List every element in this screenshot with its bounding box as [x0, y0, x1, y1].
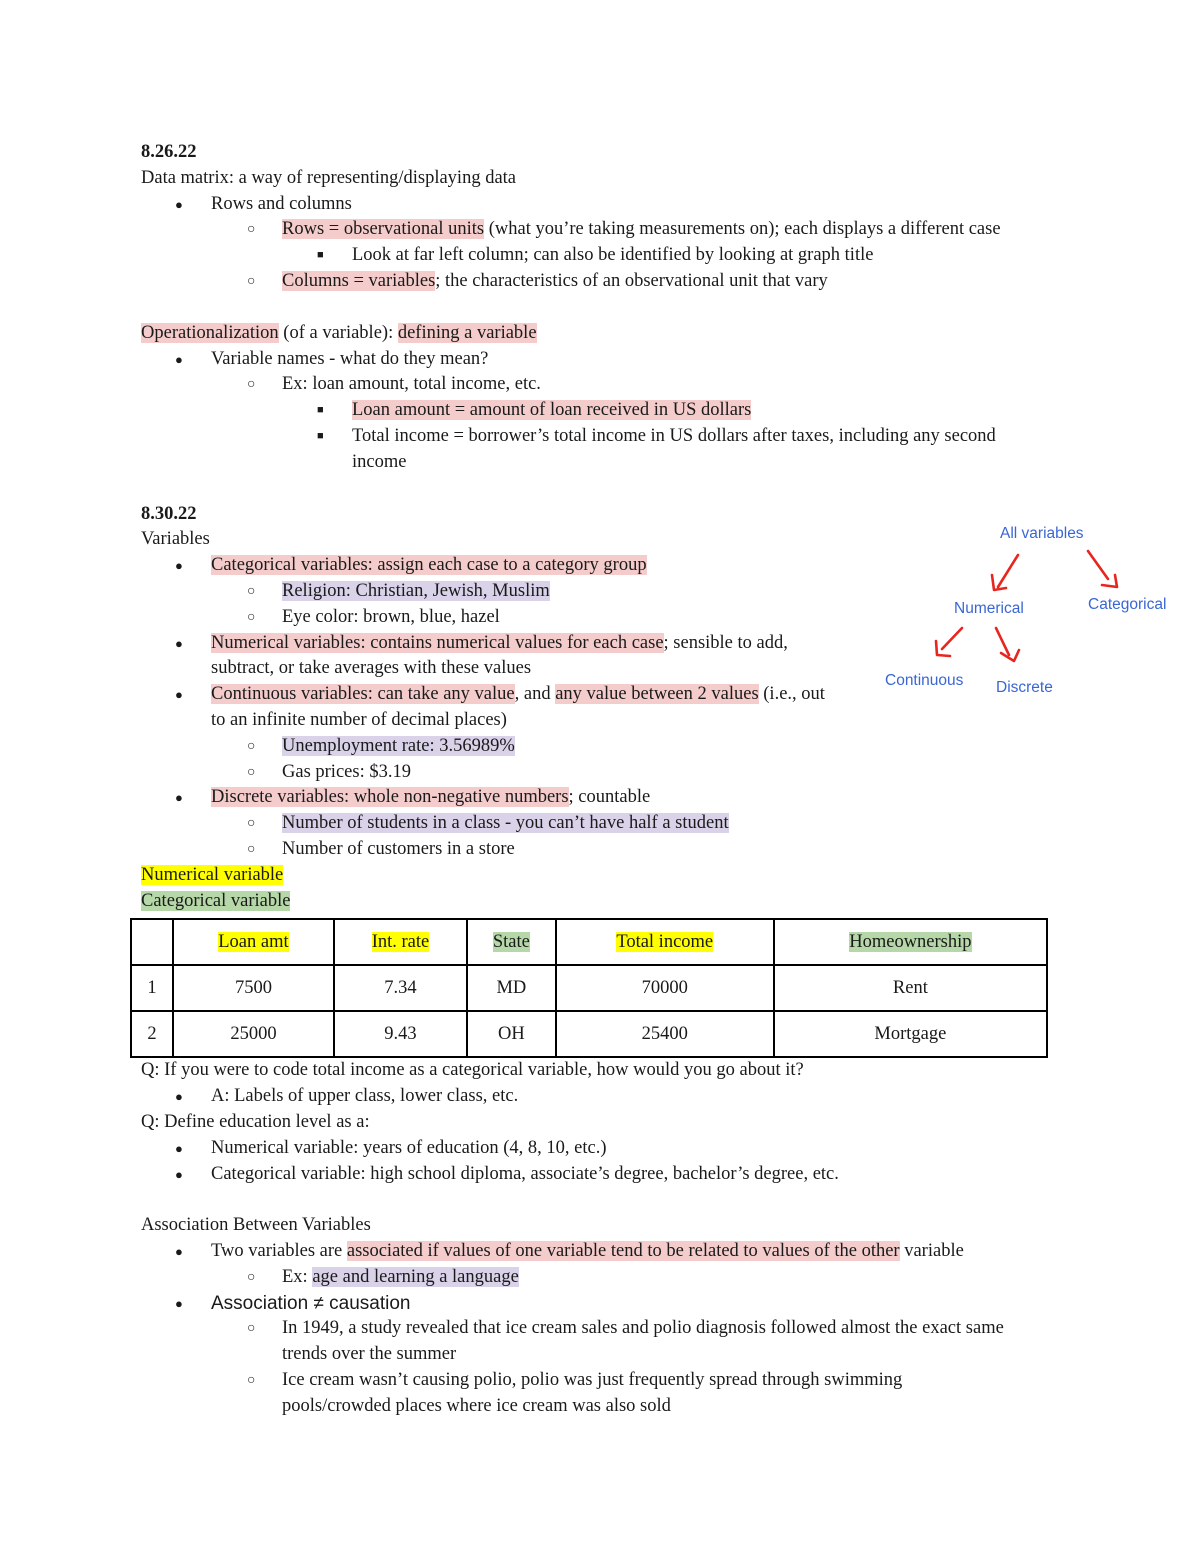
list-item: ● Categorical variable: high school diploma, associate’s degree, bachelor’s degree, etc. — [141, 1162, 1061, 1188]
arrow-to-numerical-icon — [992, 555, 1018, 590]
highlight-purple: age and learning a language — [312, 1266, 519, 1287]
highlight-pink: Discrete variables: whole non-negative numbers — [211, 787, 569, 808]
date-heading-2: 8.30.22 — [141, 503, 197, 524]
highlight-yellow: Numerical variable — [141, 864, 284, 885]
diagram-node-numerical: Numerical — [954, 600, 1024, 617]
diagram-node-discrete: Discrete — [996, 679, 1053, 696]
list-item: ○ Gas prices: $3.19 — [141, 760, 1061, 786]
bullet-dot-icon: ● — [175, 196, 183, 212]
list-item-continuation: to an infinite number of decimal places) — [211, 709, 507, 730]
list-item: ○ In 1949, a study revealed that ice cream sales and polio diagnosis followed almost the exact same — [141, 1316, 1061, 1342]
list-item: ● Two variables are associated if values of one variable tend to be related to values of the other variable — [141, 1239, 1061, 1265]
list-item: ● Association ≠ causation — [141, 1291, 1061, 1317]
notes-document — [141, 140, 1061, 1420]
legend-categorical — [141, 889, 1061, 915]
bullet-circle-icon: ○ — [247, 222, 256, 238]
table-header-cell: Loan amt — [173, 919, 334, 965]
bullet-dot-icon: ● — [175, 635, 183, 651]
table-header-cell: State — [467, 919, 556, 965]
list-item-continuation: subtract, or take averages with these values — [211, 658, 532, 679]
list-item-continuation: income — [352, 451, 407, 472]
bullet-dot-icon: ● — [175, 687, 183, 703]
highlight-pink: Rows = observational units — [282, 219, 485, 240]
table-cell: 25400 — [556, 1011, 774, 1057]
bullet-circle-icon: ○ — [247, 1321, 256, 1337]
table-cell: Mortgage — [774, 1011, 1047, 1057]
list-item: ○ Number of customers in a store — [141, 837, 1061, 863]
bullet-dot-icon: ● — [175, 1244, 183, 1260]
bullet-circle-icon: ○ — [247, 273, 256, 289]
table-header-cell: Int. rate — [334, 919, 467, 965]
bullet-dot-icon: ● — [175, 790, 183, 806]
list-item: ● A: Labels of upper class, lower class, etc. — [141, 1084, 1061, 1110]
table-header-row — [131, 919, 1047, 965]
variable-types-diagram — [880, 515, 1190, 715]
arrow-to-continuous-icon — [936, 628, 962, 656]
diagram-node-categorical: Categorical — [1088, 596, 1167, 613]
list-item: ■ Look at far left column; can also be identified by looking at graph title — [141, 243, 1061, 269]
table-cell: 2 — [131, 1011, 173, 1057]
table-cell: OH — [467, 1011, 556, 1057]
list-item: ● Variable names - what do they mean? — [141, 347, 1061, 373]
list-item: ○ Eye color: brown, blue, hazel — [141, 605, 1061, 631]
table-cell: 1 — [131, 965, 173, 1011]
list-item-continuation: pools/crowded places where ice cream was also sold — [282, 1395, 671, 1416]
bullet-circle-icon: ○ — [247, 764, 256, 780]
highlight-pink: Columns = variables — [282, 270, 436, 291]
highlight-purple: Unemployment rate: 3.56989% — [282, 735, 515, 756]
operationalization-line: Operationalization (of a variable): defining a variable — [141, 322, 537, 343]
list-item — [141, 398, 1061, 424]
bullet-dot-icon: ● — [175, 558, 183, 574]
list-item: ○ Ex: age and learning a language — [141, 1265, 1061, 1291]
list-item: ● Continuous variables: can take any value, and any value between 2 values (i.e., out — [141, 682, 1061, 708]
bullet-square-icon: ■ — [317, 249, 324, 262]
bullet-square-icon: ■ — [317, 429, 324, 442]
highlight-pink: defining a variable — [397, 322, 537, 343]
bullet-circle-icon: ○ — [247, 841, 256, 857]
list-item — [141, 734, 1061, 760]
highlight-pink: Categorical variables: assign each case to a category group — [211, 555, 647, 576]
highlight-purple: Number of students in a class - you can’t have half a student — [282, 813, 729, 834]
bullet-square-icon: ■ — [317, 404, 324, 417]
bullet-circle-icon: ○ — [247, 377, 256, 393]
table-row — [131, 965, 1047, 1011]
highlight-pink: Loan amount = amount of loan received in US dollars — [352, 400, 752, 421]
table-cell: 25000 — [173, 1011, 334, 1057]
table-header-cell — [131, 919, 173, 965]
highlight-pink: Operationalization — [141, 322, 279, 343]
list-item: ■ Total income = borrower’s total income in US dollars after taxes, including any second — [141, 424, 1061, 450]
table-row — [131, 1011, 1047, 1057]
highlight-pink: Continuous variables: can take any value — [211, 684, 515, 705]
highlight-pink: associated if values of one variable tend to be related to values of the other — [346, 1241, 900, 1262]
diagram-node-all-variables: All variables — [1000, 525, 1084, 542]
bullet-circle-icon: ○ — [247, 609, 256, 625]
table-header-cell: Total income — [556, 919, 774, 965]
list-item: ○ Ice cream wasn’t causing polio, polio was just frequently spread through swimming — [141, 1368, 1061, 1394]
table-cell: MD — [467, 965, 556, 1011]
bullet-circle-icon: ○ — [247, 738, 256, 754]
bullet-dot-icon: ● — [175, 1166, 183, 1182]
question-1: Q: If you were to code total income as a categorical variable, how would you go about it? — [141, 1060, 804, 1081]
date-heading-1: 8.26.22 — [141, 142, 197, 162]
bullet-circle-icon: ○ — [247, 583, 256, 599]
highlight-pink: Numerical variables: contains numerical values for each case — [211, 632, 664, 653]
list-item: ● Numerical variable: years of education (4, 8, 10, etc.) — [141, 1136, 1061, 1162]
variables-title: Variables — [141, 529, 210, 550]
bullet-circle-icon: ○ — [247, 1269, 256, 1285]
arrow-to-discrete-icon — [996, 628, 1019, 661]
table-cell: 9.43 — [334, 1011, 467, 1057]
highlight-pink: any value between 2 values — [555, 684, 759, 705]
bullet-dot-icon: ● — [175, 1295, 183, 1311]
bullet-dot-icon: ● — [175, 1089, 183, 1105]
list-item: ○ Rows = observational units (what you’re taking measurements on); each displays a different case — [141, 217, 1061, 243]
list-item: ● Numerical variables: contains numerical values for each case; sensible to add, — [141, 631, 1061, 657]
list-item: ● Discrete variables: whole non-negative numbers; countable — [141, 785, 1061, 811]
list-item — [141, 811, 1061, 837]
list-item: ○ Ex: loan amount, total income, etc. — [141, 372, 1061, 398]
highlight-purple: Religion: Christian, Jewish, Muslim — [282, 580, 550, 601]
table-cell: 70000 — [556, 965, 774, 1011]
list-item-continuation: trends over the summer — [282, 1344, 457, 1365]
bullet-dot-icon: ● — [175, 351, 183, 367]
association-title: Association Between Variables — [141, 1215, 371, 1236]
question-2: Q: Define education level as a: — [141, 1111, 370, 1132]
data-matrix-table — [130, 918, 1048, 1058]
data-matrix-definition: Data matrix: a way of representing/displaying data — [141, 167, 517, 188]
bullet-circle-icon: ○ — [247, 816, 256, 832]
list-item: ○ Columns = variables; the characteristics of an observational unit that vary — [141, 269, 1061, 295]
table-cell: 7.34 — [334, 965, 467, 1011]
diagram-node-continuous: Continuous — [885, 672, 964, 689]
bullet-dot-icon: ● — [175, 1140, 183, 1156]
arrow-to-categorical-icon — [1088, 551, 1117, 587]
table-cell: Rent — [774, 965, 1047, 1011]
table-header-cell: Homeownership — [774, 919, 1047, 965]
bullet-circle-icon: ○ — [247, 1373, 256, 1389]
highlight-green: Categorical variable — [141, 890, 291, 911]
list-item: ● Rows and columns — [141, 192, 1061, 218]
legend-numerical — [141, 863, 1061, 889]
table-cell: 7500 — [173, 965, 334, 1011]
